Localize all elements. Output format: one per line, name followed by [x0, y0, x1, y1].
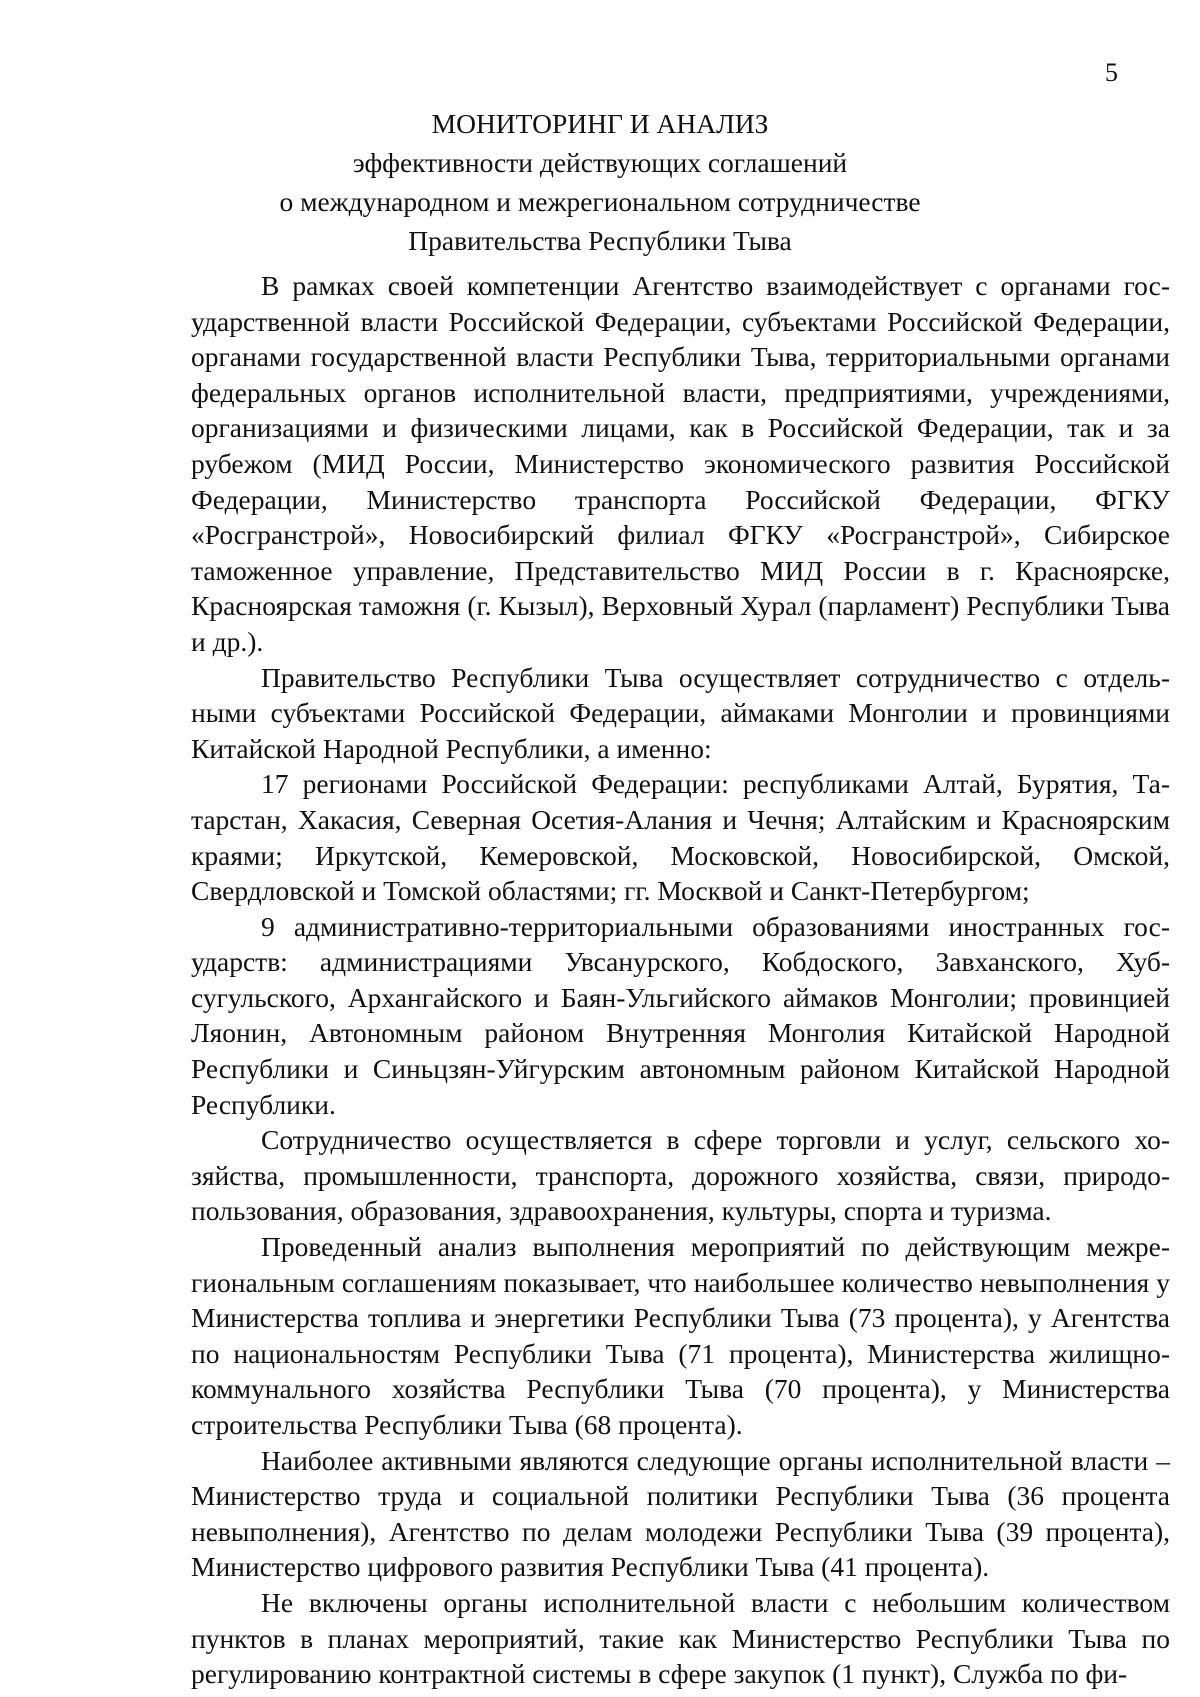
paragraph-7: Наиболее активными являются следующие органы исполнительной власти – Министерство труда и социальной политики Республики Тыва (36 процента невыполнения), Агентство по делам молодежи Республики Тыва (39 процента), Министерство цифрового развития Республики Тыва (41 процента).	[191, 1444, 1170, 1583]
title-line-3: о международном и межрегиональном сотрудничестве	[279, 186, 921, 217]
paragraph-8: Не включены органы исполнительной власти с небольшим количеством пунктов в планах мероприятий, такие как Министерство Республики Тыва по регулированию контрактной системы в сфере закупок (1 пункт), Служба по фи-	[191, 1586, 1170, 1690]
document-title	[100, 104, 1100, 260]
page-number: 5	[1105, 58, 1118, 87]
paragraph-5: Сотрудничество осуществляется в сфере торговли и услуг, сельского хозяйства, промышленности, транспорта, дорожного хозяйства, связи, природопользования, образования, здравоохранения, культуры, спорта и туризма.	[191, 1124, 1170, 1227]
paragraph-3: 17 регионами Российской Федерации: республиками Алтай, Бурятия, Татарстан, Хакасия, Северная Осетия-Алания и Чечня; Алтайским и Красноярским краями; Иркутской, Кемеровской, Московской, Новосибирской, Омской, Свердловской и Томской областями; гг. Москвой и Санкт-Петербургом;	[191, 768, 1170, 907]
document-body	[191, 268, 1170, 1692]
title-line-4: Правительства Республики Тыва	[408, 225, 792, 256]
title-line-2: эффективности действующих соглашений	[352, 147, 848, 178]
paragraph-6: Проведенный анализ выполнения мероприятий по действующим межрегиональным соглашениям показывает, что наибольшее количество невыполнения у Министерства топлива и энергетики Республики Тыва (73 процента), у Агентства по национальностям Республики Тыва (71 процента), Министерства жилищно-коммунального хозяйства Республики Тыва (70 процента), у Министерства строительства Республики Тыва (68 процента).	[191, 1231, 1170, 1440]
title-line-1: МОНИТОРИНГ И АНАЛИЗ	[431, 108, 769, 139]
paragraph-1: В рамках своей компетенции Агентство взаимодействует с органами государственной власти Российской Федерации, субъектами Российской Федерации, органами государственной власти Республики Тыва, территориальными органами федеральных органов исполнительной власти, предприятиями, учреждениями, организациями и физическими лицами, как в Российской Федерации, так и за рубежом (МИД России, Министерство экономического развития Российской Федерации, Министерство транспорта Российской Федерации, ФГКУ «Росгранстрой», Новосибирский филиал ФГКУ «Росгранстрой», Сибирское таможенное управление, Представительство МИД России в г. Красноярске, Красноярская таможня (г. Кызыл), Верховный Хурал (парламент) Республики Тыва и др.).	[191, 270, 1170, 657]
paragraph-2: Правительство Республики Тыва осуществляет сотрудничество с отдельными субъектами Российской Федерации, аймаками Монголии и провинциями Китайской Народной Республики, а именно:	[191, 661, 1170, 764]
paragraph-4: 9 административно-территориальными образованиями иностранных государств: администрациями Увсанурского, Кобдоского, Завханского, Хубсугульского, Архангайского и Баян-Ульгийского аймаков Монголии; провинцией Ляонин, Автономным районом Внутренняя Монголия Китайской Народной Республики и Синьцзян-Уйгурским автономным районом Китайской Народной Республики.	[191, 910, 1170, 1120]
